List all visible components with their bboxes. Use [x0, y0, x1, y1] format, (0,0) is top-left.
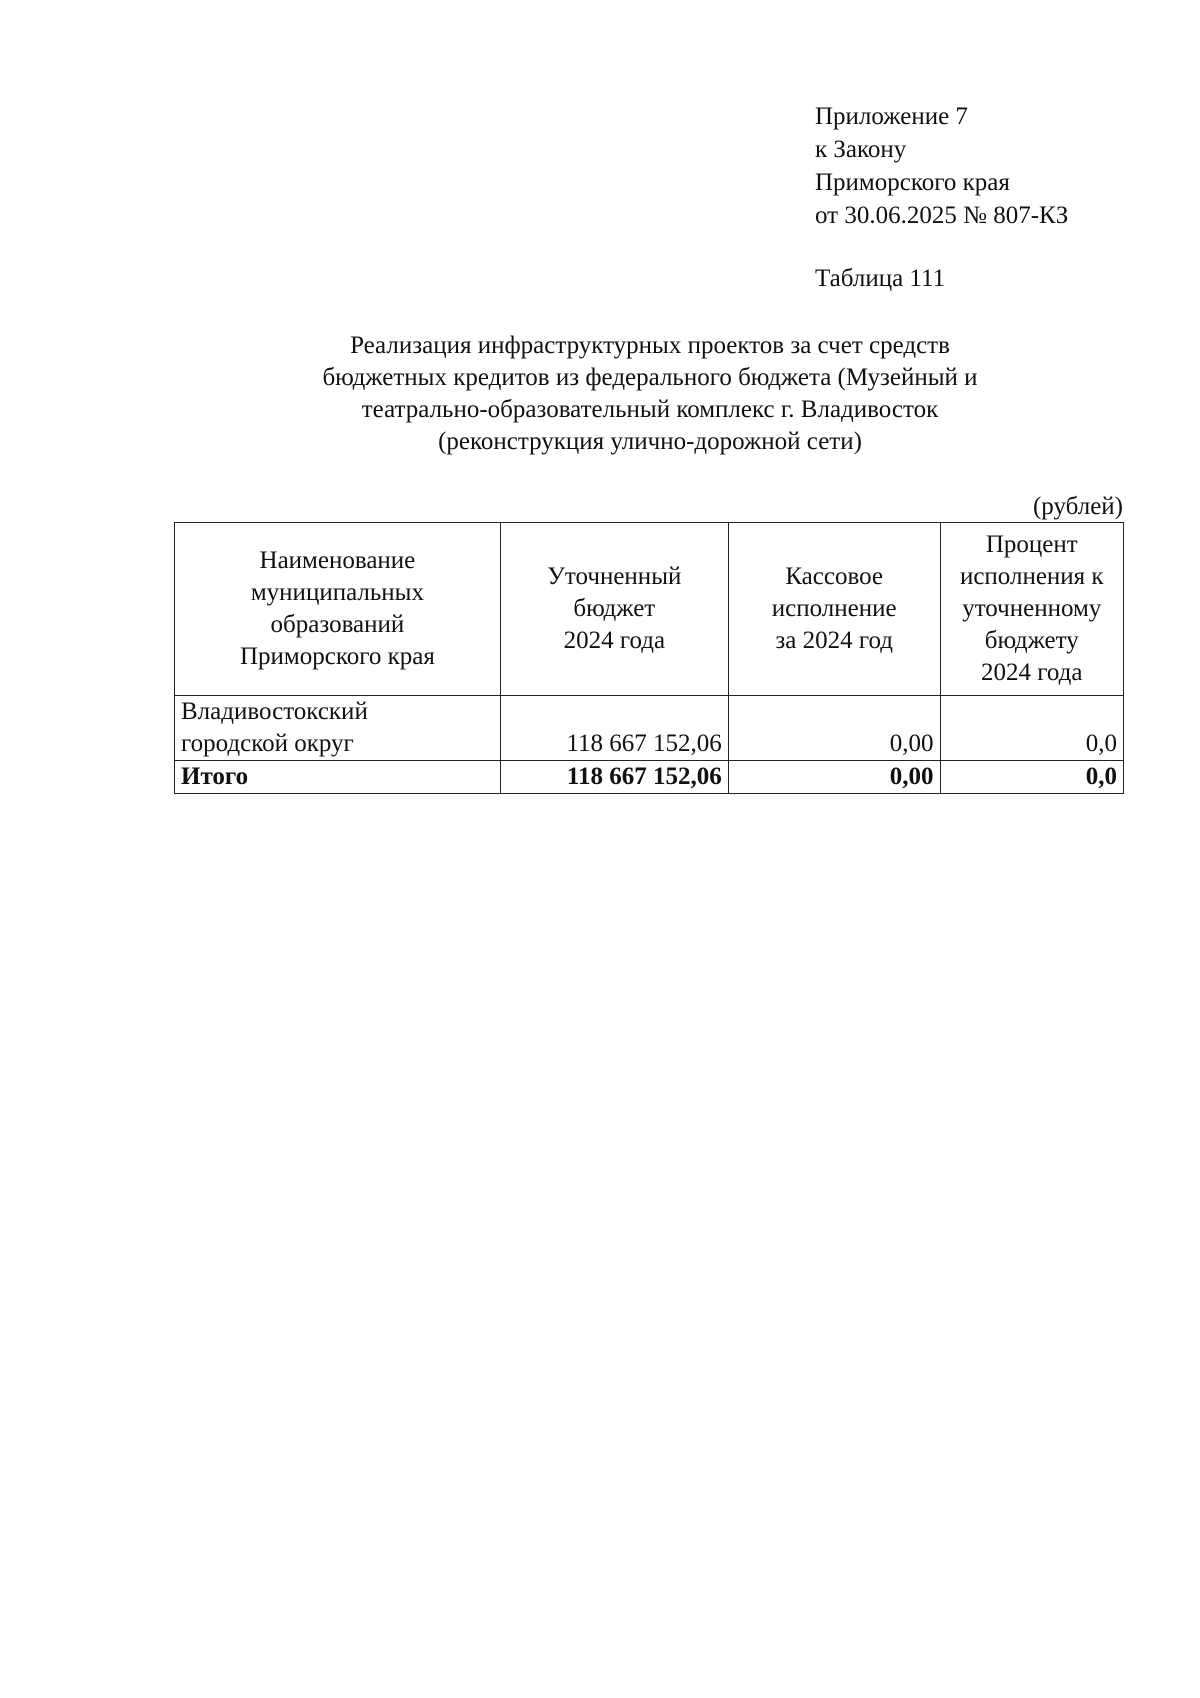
- appendix-line: к Закону: [815, 136, 907, 163]
- table-number: Таблица 111: [815, 265, 946, 292]
- total-cash-cell: 0,00: [728, 761, 940, 794]
- header-line: муниципальных: [250, 579, 424, 606]
- header-line: исполнения к: [959, 563, 1104, 590]
- report-table: [174, 522, 1124, 794]
- municipality-name-line: Владивостокский: [181, 698, 368, 725]
- header-line: бюджету: [984, 627, 1079, 654]
- units-label: (рублей): [1032, 493, 1123, 520]
- total-budget-cell: 118 667 152,06: [500, 761, 728, 794]
- title-line: театрально-образовательный комплекс г. Владивосток: [361, 396, 939, 423]
- appendix-header: [815, 100, 1068, 232]
- header-line: исполнение: [771, 595, 897, 622]
- percent-cell: 0,0: [940, 696, 1123, 761]
- header-name: [175, 523, 501, 696]
- cash-execution-cell: 0,00: [728, 696, 940, 761]
- header-percent: [940, 523, 1123, 696]
- appendix-line: Приложение 7: [815, 103, 968, 130]
- budget-cell: 118 667 152,06: [500, 696, 728, 761]
- municipality-name-cell: [175, 696, 501, 761]
- total-row: [175, 761, 1124, 794]
- table-row: [175, 696, 1124, 761]
- header-line: за 2024 год: [775, 627, 893, 654]
- header-line: Уточненный: [547, 563, 682, 590]
- table-header-row: [175, 523, 1124, 696]
- document-title: [174, 330, 1126, 458]
- title-line: (реконструкция улично-дорожной сети): [438, 428, 862, 455]
- header-line: 2024 года: [981, 659, 1083, 686]
- total-percent-cell: 0,0: [940, 761, 1123, 794]
- header-line: уточненному: [962, 595, 1102, 622]
- header-cash: [728, 523, 940, 696]
- appendix-line: Приморского края: [815, 169, 1010, 196]
- header-line: Приморского края: [239, 643, 435, 670]
- header-line: бюджет: [573, 595, 656, 622]
- appendix-line: от 30.06.2025 № 807-КЗ: [815, 202, 1069, 229]
- title-line: Реализация инфраструктурных проектов за счет средств: [350, 332, 950, 359]
- header-line: Кассовое: [785, 563, 883, 590]
- total-label-cell: Итого: [175, 761, 501, 794]
- municipality-name-line: городской округ: [181, 730, 354, 757]
- header-budget: [500, 523, 728, 696]
- header-line: 2024 года: [563, 627, 666, 654]
- header-line: Наименование: [259, 547, 416, 574]
- header-line: образований: [270, 611, 405, 638]
- header-line: Процент: [985, 531, 1078, 558]
- title-line: бюджетных кредитов из федерального бюджета (Музейный и: [322, 364, 978, 391]
